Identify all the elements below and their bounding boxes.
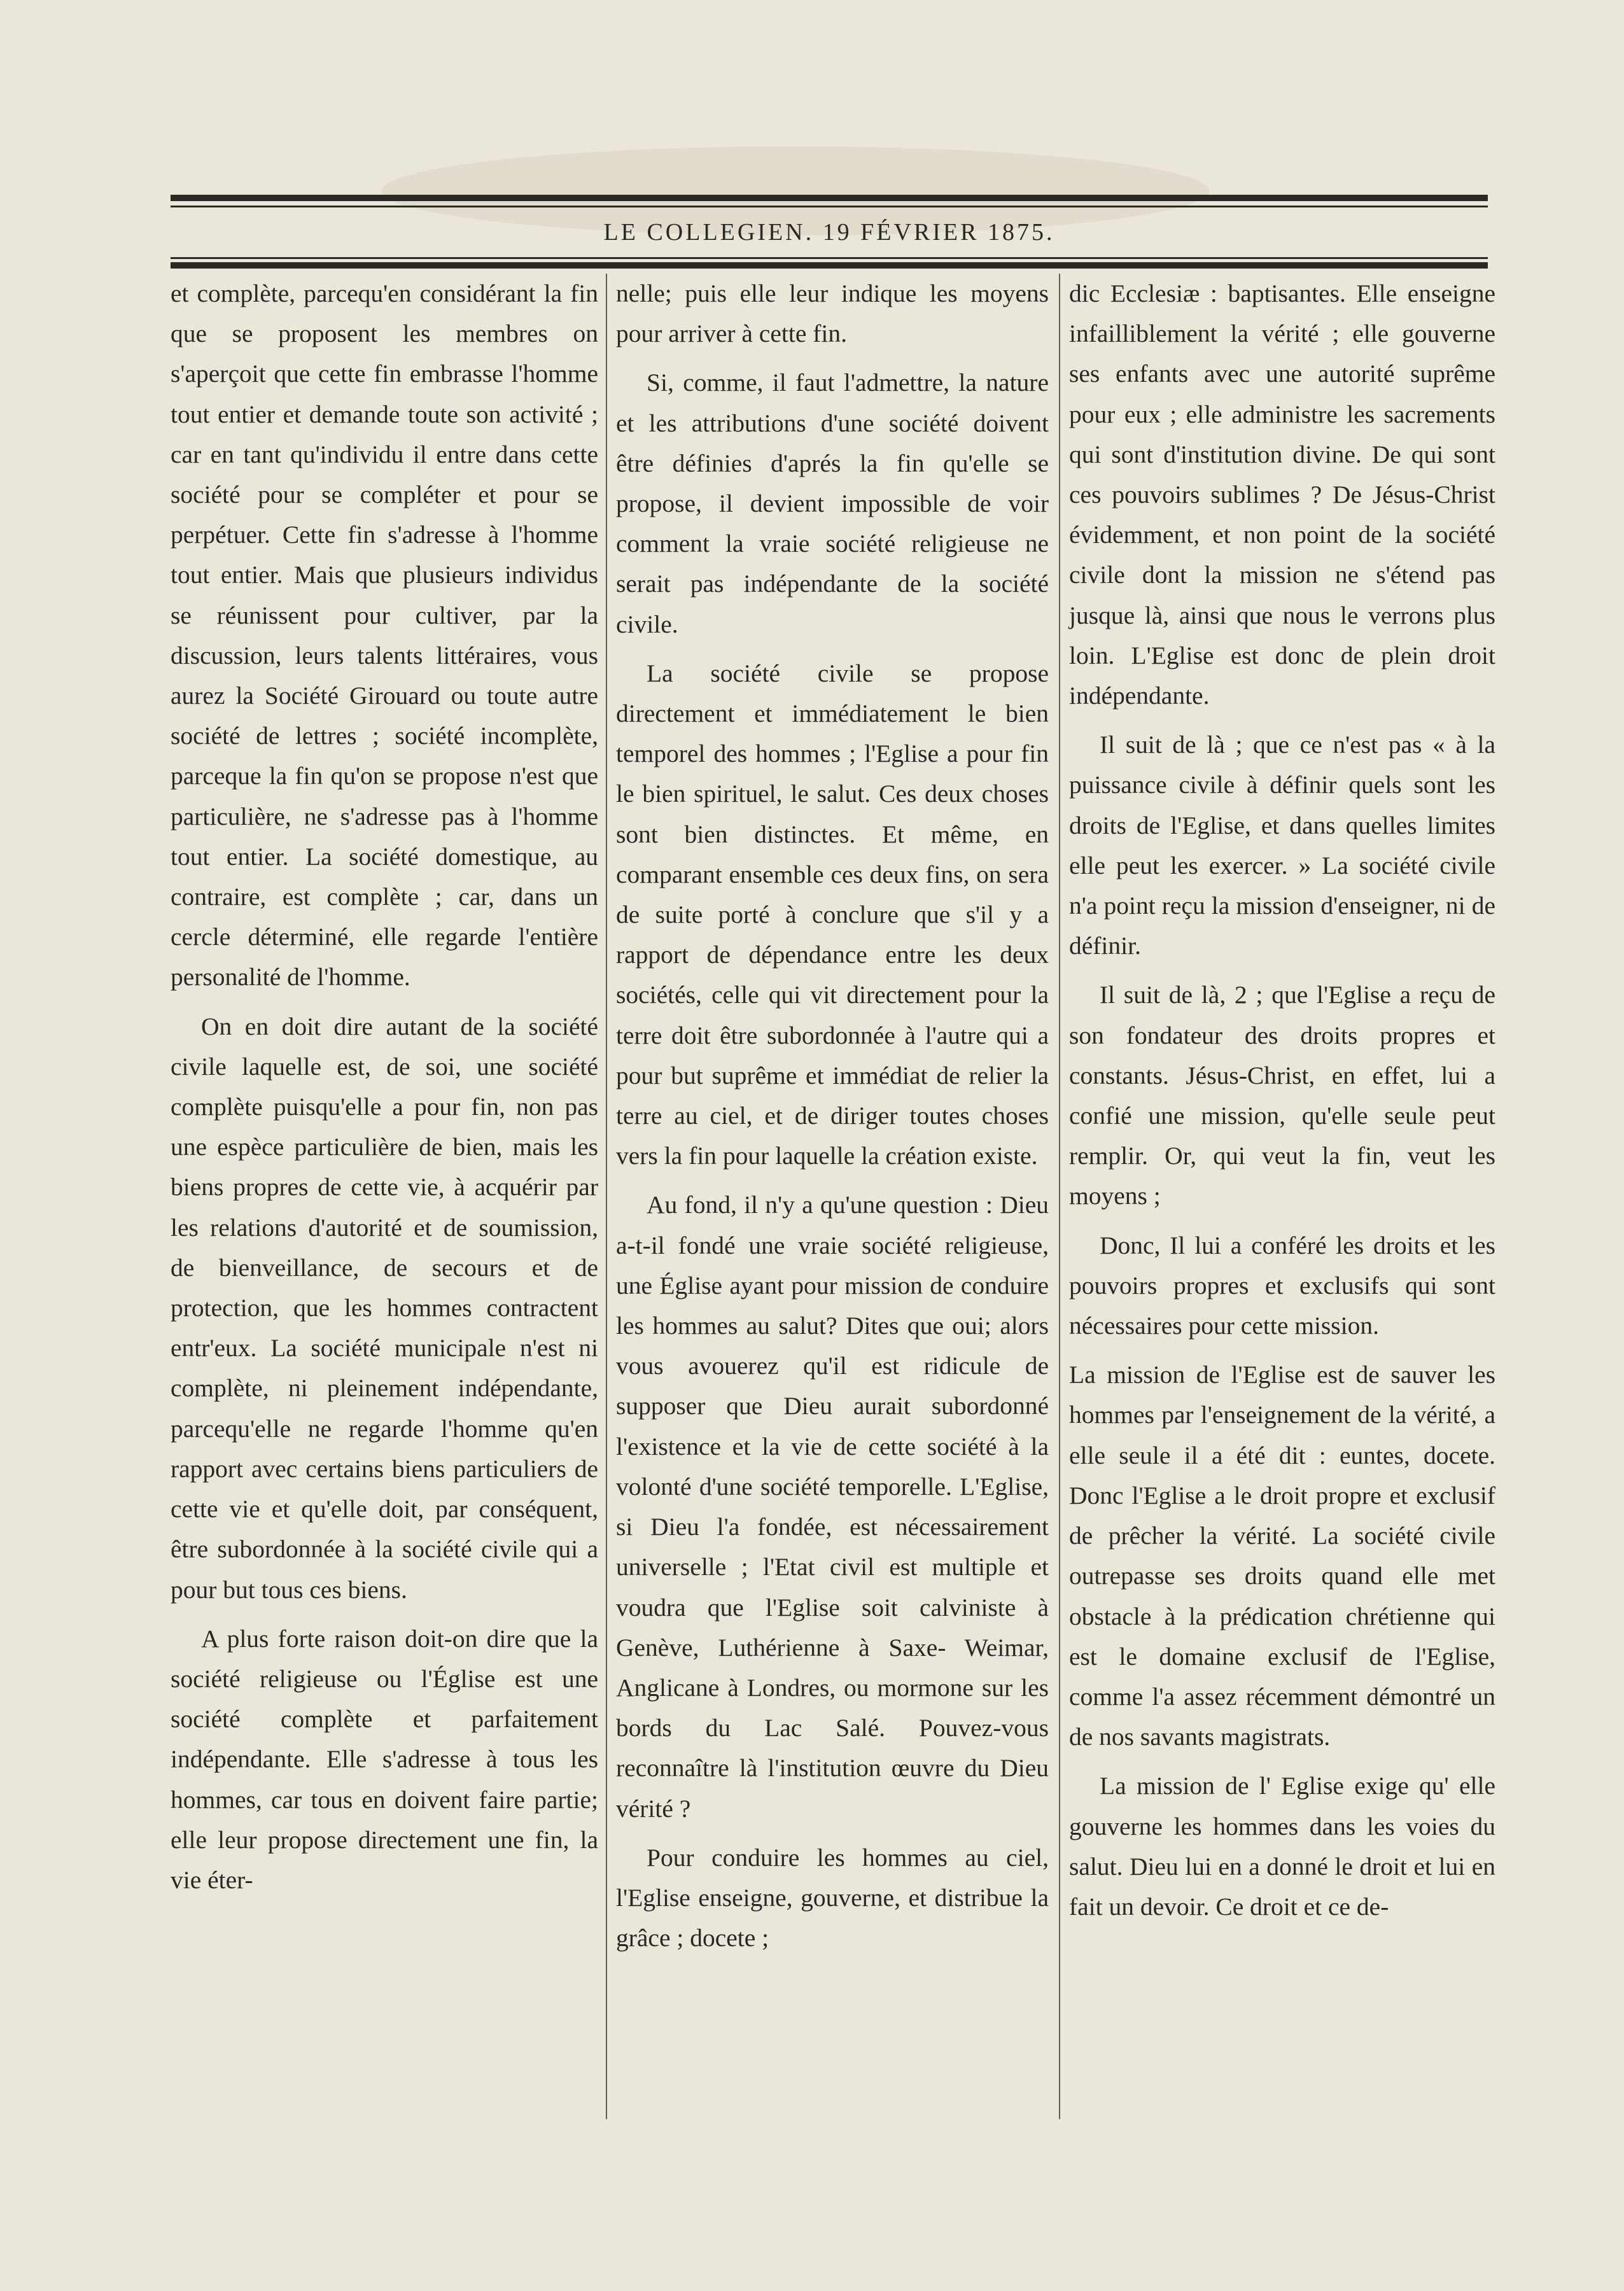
paragraph: nelle; puis elle leur indique les moyens pour arriver à cette fin. [616, 279, 1049, 348]
header-rule-bottom-thick [171, 262, 1488, 269]
column-divider [606, 274, 607, 2119]
paragraph: La mission de l'Eglise est de sauver les hommes par l'enseignement de la vérité, a elle seule il a été dit : euntes, docete. Donc l'Eglise a le droit propre et exclusif de prêcher la vérité. La société civile outrepasse ses droits quand elle met obstacle à la prédication chrétienne qui est le domaine exclusif de l'Eglise, comme l'a assez récemment démontré un de nos savants magistrats. [1069, 1361, 1495, 1751]
paragraph: Au fond, il n'y a qu'une question : Dieu a-t-il fondé une vraie société religieuse, une Église ayant pour mission de conduire les hommes au salut? Dites que oui; alors vous avouerez qu'il est ridicule de supposer que Dieu aurait subordonné l'existence et la vie de cette société à la volonté d'une société temporelle. L'Eglise, si Dieu l'a fondée, est nécessairement universelle ; l'Etat civil est multiple et voudra que l'Eglise soit calviniste à Genève, Luthérienne à Saxe- Weimar, Anglicane à Londres, ou mormone sur les bords du Lac Salé. Pouvez-vous reconnaître là l'institution œuvre du Dieu vérité ? [616, 1191, 1049, 1823]
text-column-2 [616, 274, 1049, 2119]
paragraph: Pour conduire les hommes au ciel, l'Eglise enseigne, gouverne, et distribue la grâce ; docete ; [616, 1843, 1049, 1952]
text-column-1 [171, 274, 598, 2119]
paragraph: Donc, Il lui a conféré les droits et les pouvoirs propres et exclusifs qui sont nécessaires pour cette mission. [1069, 1231, 1495, 1340]
paragraph: Il suit de là ; que ce n'est pas « à la puissance civile à définir quels sont les droits de l'Eglise, et dans quelles limites elle peut les exercer. » La société civile n'a point reçu la mission d'enseigner, ni de définir. [1069, 731, 1495, 960]
page-header: LE COLLEGIEN. 19 FÉVRIER 1875. [603, 219, 1055, 246]
paragraph: et complète, parcequ'en considérant la fin que se proposent les membres on s'aperçoit que cette fin embrasse l'homme tout entier et demande toute son activité ; car en tant qu'individu il entre dans cette société pour se compléter et pour se perpétuer. Cette fin s'adresse à l'homme tout entier. Mais que plusieurs individus se réunissent pour cultiver, par la discussion, leurs talents littéraires, vous aurez la Société Girouard ou toute autre société de lettres ; société incomplète, parceque la fin qu'on se propose n'est que particulière, ne s'adresse pas à l'homme tout entier. La société domestique, au contraire, est complète ; car, dans un cercle déterminé, elle regarde l'entière personalité de l'homme. [171, 279, 598, 991]
paragraph: A plus forte raison doit-on dire que la société religieuse ou l'Église est une société complète et parfaitement indépendante. Elle s'adresse à tous les hommes, car tous en doivent faire partie; elle leur propose directement une fin, la vie éter- [171, 1624, 598, 1894]
text-column-3 [1069, 274, 1495, 2119]
paragraph: dic Ecclesiæ : baptisantes. Elle enseigne infailliblement la vérité ; elle gouverne ses enfants avec une autorité suprême pour eux ; elle administre les sacrements qui sont d'institution divine. De qui sont ces pouvoirs sublimes ? De Jésus-Christ évidemment, et non point de la société civile dont la mission ne s'étend pas jusque là, ainsi que nous le verrons plus loin. L'Eglise est donc de plein droit indépendante. [1069, 279, 1495, 710]
column-divider [1059, 274, 1060, 2119]
paragraph: Il suit de là, 2 ; que l'Eglise a reçu de son fondateur des droits propres et constants. Jésus-Christ, en effet, lui a confié une mission, qu'elle seule peut remplir. Or, qui veut la fin, veut les moyens ; [1069, 981, 1495, 1210]
paragraph: La mission de l' Eglise exige qu' elle gouverne les hommes dans les voies du salut. Dieu lui en a donné le droit et lui en fait un devoir. Ce droit et ce de- [1069, 1772, 1495, 1921]
paragraph: La société civile se propose directement et immédiatement le bien temporel des hommes ; l'Eglise a pour fin le bien spirituel, le salut. Ces deux choses sont bien distinctes. Et même, en comparant ensemble ces deux fins, on sera de suite porté à conclure que s'il y a rapport de dépendance entre les deux sociétés, celle qui vit directement pour la terre doit être subordonnée à l'autre qui a pour but suprême et immédiat de relier la terre au ciel, et de diriger toutes choses vers la fin pour laquelle la création existe. [616, 659, 1049, 1170]
header-rule-bottom-thin [171, 257, 1488, 259]
paragraph: Si, comme, il faut l'admettre, la nature et les attributions d'une société doivent être définies d'aprés la fin qu'elle se propose, il devient impossible de voir comment la vraie société religieuse ne serait pas indépendante de la société civile. [616, 368, 1049, 638]
paragraph: On en doit dire autant de la société civile laquelle est, de soi, une société complète puisqu'elle a pour fin, non pas une espèce particulière de bien, mais les biens propres de cette vie, à acquérir par les relations d'autorité et de soumission, de bienveillance, de secours et de protection, que les hommes contractent entr'eux. La société municipale n'est ni complète, ni pleinement indépendante, parcequ'elle ne regarde l'homme qu'en rapport avec certains biens particuliers de cette vie et qu'elle doit, par conséquent, être subordonnée à la société civile qui a pour but tous ces biens. [171, 1012, 598, 1604]
header-rule-top-thin [171, 206, 1488, 207]
header-rule-top-thick [171, 195, 1488, 201]
